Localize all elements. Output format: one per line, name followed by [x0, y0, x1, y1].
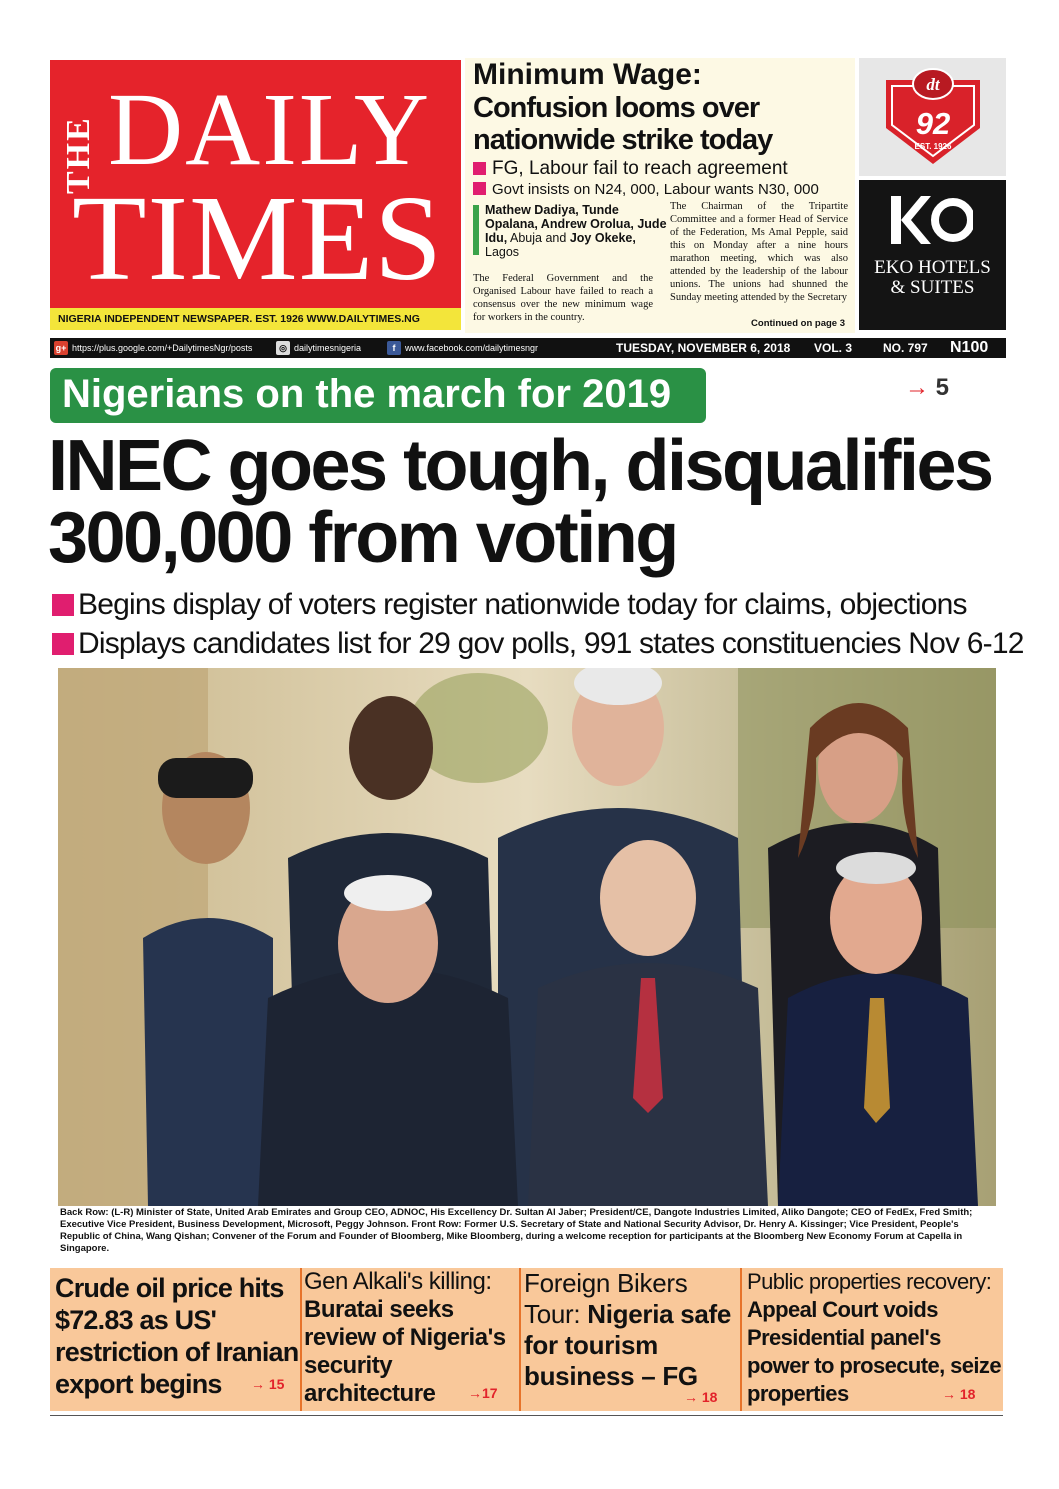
- teaser-1-page-ref: → 15: [251, 1376, 285, 1392]
- group-photo-illustration: [58, 668, 996, 1206]
- teaser-4-headline: Appeal Court voids Presidential panel's power to prosecute, seize properties: [747, 1297, 1001, 1406]
- teaser-divider: [300, 1268, 302, 1411]
- teaser-2-headline: Buratai seeks review of Nigeria's security architecture: [304, 1296, 506, 1407]
- arrow-right-icon: →: [942, 1386, 956, 1402]
- bullet-square-icon: [473, 182, 486, 195]
- teaser-2-kicker: Gen Alkali's killing:: [304, 1268, 492, 1295]
- lead-bullet: Begins display of voters register nationwide today for claims, objections: [52, 588, 967, 622]
- masthead-daily: DAILY: [108, 72, 432, 187]
- masthead-tagline: NIGERIA INDEPENDENT NEWSPAPER. EST. 1926 WWW.DAILYTIMES.NG: [50, 308, 461, 330]
- arrow-right-icon: →: [684, 1389, 698, 1405]
- eko-logo-icon: [891, 196, 973, 244]
- issue-price: N100: [950, 339, 989, 356]
- masthead: [50, 60, 461, 308]
- bottom-rule: [50, 1415, 1003, 1416]
- teaser-1[interactable]: [55, 1268, 300, 1411]
- top-story-bullet: FG, Labour fail to reach agreement: [473, 158, 788, 180]
- teaser-divider: [740, 1268, 742, 1411]
- top-story-body-col2: The Chairman of the Tripartite Committee and a former Head of Service of the Federation, Ms Amal Pepple, said this on Monday after a nine hours marathon meeting, which was also attended by the leadership of the labour unions. The unions had shunned the Sunday meeting attended by the Secretary: [670, 201, 848, 303]
- issue-number: NO. 797: [883, 341, 928, 355]
- teaser-3-headline: Nigeria safe for tourism business – FG: [524, 1299, 732, 1391]
- top-story-headline[interactable]: Confusion looms over nationwide strike today: [473, 92, 773, 156]
- arrow-right-icon: →: [905, 374, 929, 401]
- teaser-strip: [50, 1268, 1003, 1411]
- facebook-icon: f: [387, 341, 401, 355]
- lead-headline[interactable]: INEC goes tough, disqualifies 300,000 from voting: [48, 426, 992, 578]
- byline-bar: [473, 205, 479, 255]
- top-story-bullet: Govt insists on N24, 000, Labour wants N30, 000: [473, 181, 819, 198]
- eko-hotels-name: EKO HOTELS & SUITES: [874, 257, 991, 298]
- anniversary-logo-text: dt: [926, 75, 940, 94]
- bullet-square-icon: [473, 162, 486, 175]
- lead-kicker-page-ref[interactable]: → 5: [905, 374, 950, 401]
- anniversary-est: EST. 1926: [914, 142, 952, 151]
- masthead-the: THE: [60, 116, 97, 194]
- continued-link[interactable]: Continued on page 3: [751, 318, 845, 329]
- teaser-2-page-ref: →17: [468, 1385, 498, 1401]
- teaser-3-kicker: Foreign Bikers Tour:: [524, 1268, 688, 1329]
- teaser-4[interactable]: [747, 1268, 1001, 1411]
- issue-volume: VOL. 3: [814, 341, 853, 355]
- lead-bullet: Displays candidates list for 29 gov polls, 991 states constituencies Nov 6-12: [52, 627, 1024, 661]
- lead-photo: [58, 668, 996, 1206]
- teaser-4-kicker: Public properties recovery:: [747, 1269, 992, 1294]
- google-plus-icon: g+: [55, 343, 67, 353]
- top-story[interactable]: [465, 58, 855, 333]
- issue-date: TUESDAY, NOVEMBER 6, 2018: [616, 341, 791, 355]
- top-story-body-col1: The Federal Government and the Organised Labour have failed to reach a consensus over the new minimum wage for workers in the country.: [473, 273, 653, 323]
- instagram-link[interactable]: dailytimesnigeria: [294, 343, 362, 353]
- anniversary-shield-icon: [882, 66, 984, 166]
- teaser-3[interactable]: [524, 1268, 740, 1411]
- teaser-2[interactable]: [304, 1268, 519, 1411]
- bullet-square-icon: [52, 594, 74, 616]
- instagram-icon: ◎: [276, 341, 290, 355]
- google-plus-link[interactable]: https://plus.google.com/+DailytimesNgr/posts: [72, 343, 253, 353]
- top-story-kicker: Minimum Wage:: [473, 58, 702, 91]
- teaser-1-headline: Crude oil price hits $72.83 as US' restriction of Iranian export begins: [55, 1273, 299, 1399]
- lead-kicker: Nigerians on the march for 2019: [62, 372, 672, 416]
- photo-caption: Back Row: (L-R) Minister of State, United Arab Emirates and Group CEO, ADNOC, His Excellency Dr. Sultan Al Jaber; President/CE, Dangote Industries Limited, Aliko Dangote; CEO of FedEx, Fred Smith; Executive Vice President, Business Development, Microsoft, Peggy Johnson. Front Row: Former U.S. Secretary of State and National Security Advisor, Dr. Henry A. Kissinger; Vice President, People's Republic of China, Wang Qishan; Convener of the Forum and Founder of Bloomberg, Mike Bloomberg, during a welcome reception for participants at the Bloomberg New Economy Forum at Capella in Singapore.: [60, 1207, 973, 1254]
- anniversary-ad[interactable]: [859, 58, 1006, 176]
- arrow-right-icon: →: [468, 1385, 482, 1401]
- arrow-right-icon: →: [251, 1376, 265, 1392]
- facebook-link[interactable]: www.facebook.com/dailytimesngr: [405, 343, 539, 353]
- teaser-3-page-ref: → 18: [684, 1389, 718, 1405]
- lead-kicker-box[interactable]: [50, 368, 706, 423]
- info-bar: [50, 338, 1006, 358]
- teaser-divider: [519, 1268, 521, 1411]
- teaser-4-page-ref: → 18: [942, 1386, 976, 1402]
- anniversary-number: 92: [915, 106, 951, 141]
- top-story-byline: Mathew Dadiya, Tunde Opalana, Andrew Orolua, Jude Idu, Abuja and Joy Okeke, Lagos: [485, 203, 667, 259]
- bullet-square-icon: [52, 633, 74, 655]
- eko-hotels-ad[interactable]: [859, 180, 1006, 330]
- masthead-times: TIMES: [72, 171, 443, 306]
